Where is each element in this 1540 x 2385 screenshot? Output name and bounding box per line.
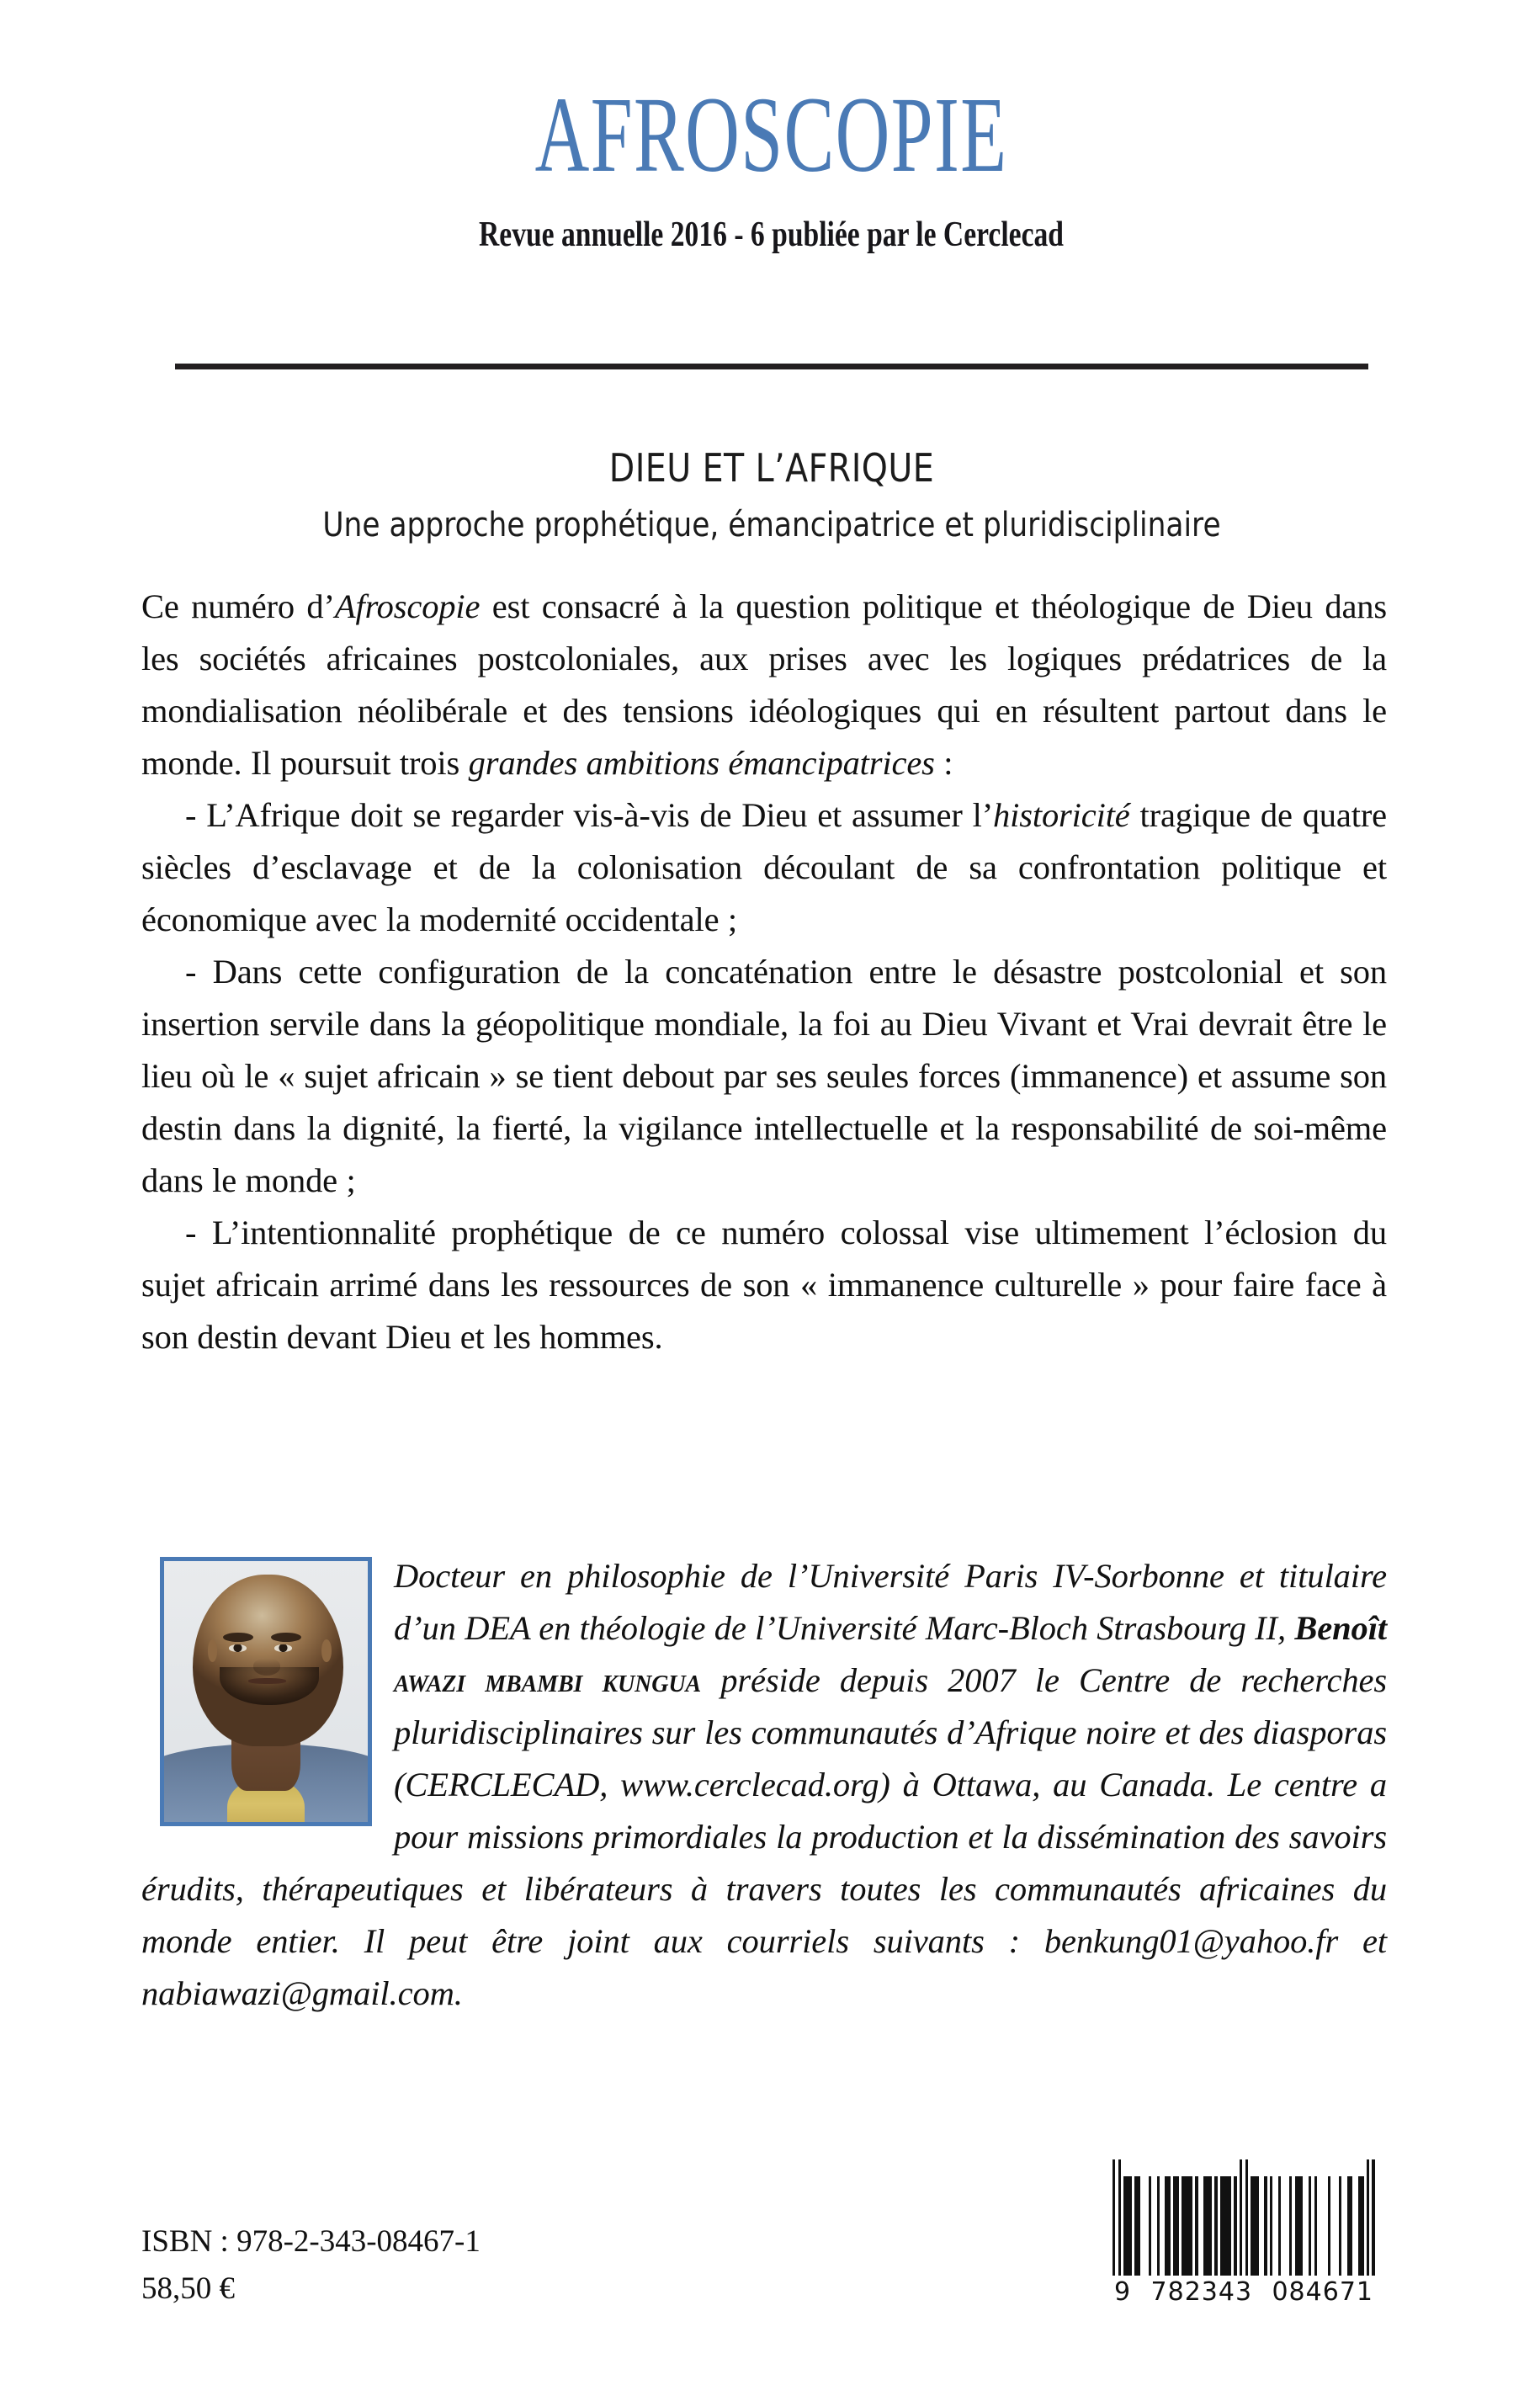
blurb-paragraph-4: - L’intentionnalité prophétique de ce numéro colossal vise ultimement l’éclosion du sujet africain arrimé dans les ressources de son « immanence culturelle » pour faire face à son destin devant Dieu et les hommes. bbox=[141, 1214, 1387, 1356]
barcode-digit-group-right: 084671 bbox=[1272, 2277, 1373, 2307]
issue-headline-block bbox=[175, 445, 1368, 545]
price-text: 58,50 € bbox=[141, 2271, 235, 2306]
isbn-text: ISBN : 978-2-343-08467-1 bbox=[141, 2224, 481, 2259]
barcode-digit-group-left: 9 bbox=[1114, 2277, 1132, 2307]
barcode-digits bbox=[1113, 2277, 1375, 2307]
issue-subtitle: Une approche prophétique, émancipatrice et pluridisciplinaire bbox=[322, 505, 1221, 544]
author-bio-block bbox=[141, 1550, 1387, 2020]
author-name-rest: awazi mbambi kungua bbox=[394, 1661, 702, 1699]
barcode-digit-group-mid: 782343 bbox=[1150, 2277, 1253, 2307]
blurb-p1-part-a: Ce numéro d’ bbox=[141, 587, 335, 625]
blurb-paragraph-3: - Dans cette configuration de la concaténation entre le désastre postcolonial et son insertion servile dans la géopolitique mondiale, la foi au Dieu Vivant et Vrai devrait être le lieu où le « sujet africain » se tient debout par ses seules forces (immanence) et assume son destin dans la dignité, la fierté, la vigilance intellectuelle et la responsabilité de soi-même dans le monde ; bbox=[141, 953, 1387, 1199]
photo-eyebrow-right bbox=[271, 1633, 301, 1642]
bio-part-a: Docteur en philosophie de l’Université Paris IV-Sorbonne et titulaire d’un DEA en théologie de l’Université Marc-Bloch Strasbourg II, bbox=[394, 1557, 1387, 1647]
barcode-bar bbox=[1372, 2159, 1374, 2276]
journal-subtitle: Revue annuelle 2016 - 6 publiée par le Cerclecad bbox=[479, 215, 1064, 254]
blurb-p1-italic-ambitions: grandes ambitions émancipatrices bbox=[468, 744, 935, 782]
photo-mouth bbox=[248, 1678, 286, 1684]
issue-title: DIEU ET L’AFRIQUE bbox=[608, 445, 935, 491]
footer-publication-info bbox=[141, 2218, 481, 2313]
blurb-p2-part-b: tragique de quatre siècles d’esclavage et de la colonisation découlant de sa confrontation politique et économique avec la modernité occidentale ; bbox=[141, 796, 1387, 938]
photo-ear-right bbox=[321, 1639, 332, 1662]
photo-head bbox=[193, 1575, 343, 1747]
header-divider bbox=[175, 364, 1368, 369]
blurb-paragraph-2 bbox=[141, 789, 1387, 946]
photo-beard bbox=[220, 1667, 319, 1705]
photo-eyebrow-left bbox=[223, 1633, 253, 1642]
blurb-body bbox=[141, 581, 1387, 1363]
masthead bbox=[175, 75, 1367, 254]
journal-title: AFROSCOPIE bbox=[534, 75, 1008, 194]
blurb-paragraph-1 bbox=[141, 581, 1387, 789]
barcode bbox=[1113, 2159, 1375, 2307]
photo-eye-right bbox=[274, 1644, 292, 1652]
blurb-p1-part-c: : bbox=[934, 744, 953, 782]
barcode-bars bbox=[1113, 2159, 1375, 2276]
photo-eye-left bbox=[229, 1644, 247, 1652]
blurb-p1-part-b: est consacré à la question politique et théologique de Dieu dans les sociétés africaines postcoloniales, aux prises avec les logiques prédatrices de la mondialisation néolibérale et des tensions idéologiques qui en résultent partout dans le monde. Il poursuit trois bbox=[141, 587, 1387, 782]
photo-ear-left bbox=[208, 1639, 218, 1662]
bio-part-b: préside depuis 2007 le Centre de recherches pluridisciplinaires sur les communautés d’Afrique noire et des diasporas (CERCLECAD, www.cerclecad.org) à Ottawa, au Canada. Le centre a pour missions primordiales la production et la dissémination des savoirs érudits, thérapeutiques et libérateurs à travers toutes les communautés africaines du monde entier. Il peut être joint aux courriels suivants : benkung01@yahoo.fr et nabiawazi@gmail.com. bbox=[141, 1661, 1388, 2012]
blurb-p1-italic-journal: Afroscopie bbox=[334, 587, 481, 625]
blurb-p2-part-a: - L’Afrique doit se regarder vis-à-vis de Dieu et assumer l’ bbox=[185, 796, 994, 834]
blurb-p2-italic-historicite: historicité bbox=[993, 796, 1130, 834]
author-photo bbox=[160, 1557, 372, 1826]
author-name-first: Benoît bbox=[1294, 1609, 1387, 1647]
